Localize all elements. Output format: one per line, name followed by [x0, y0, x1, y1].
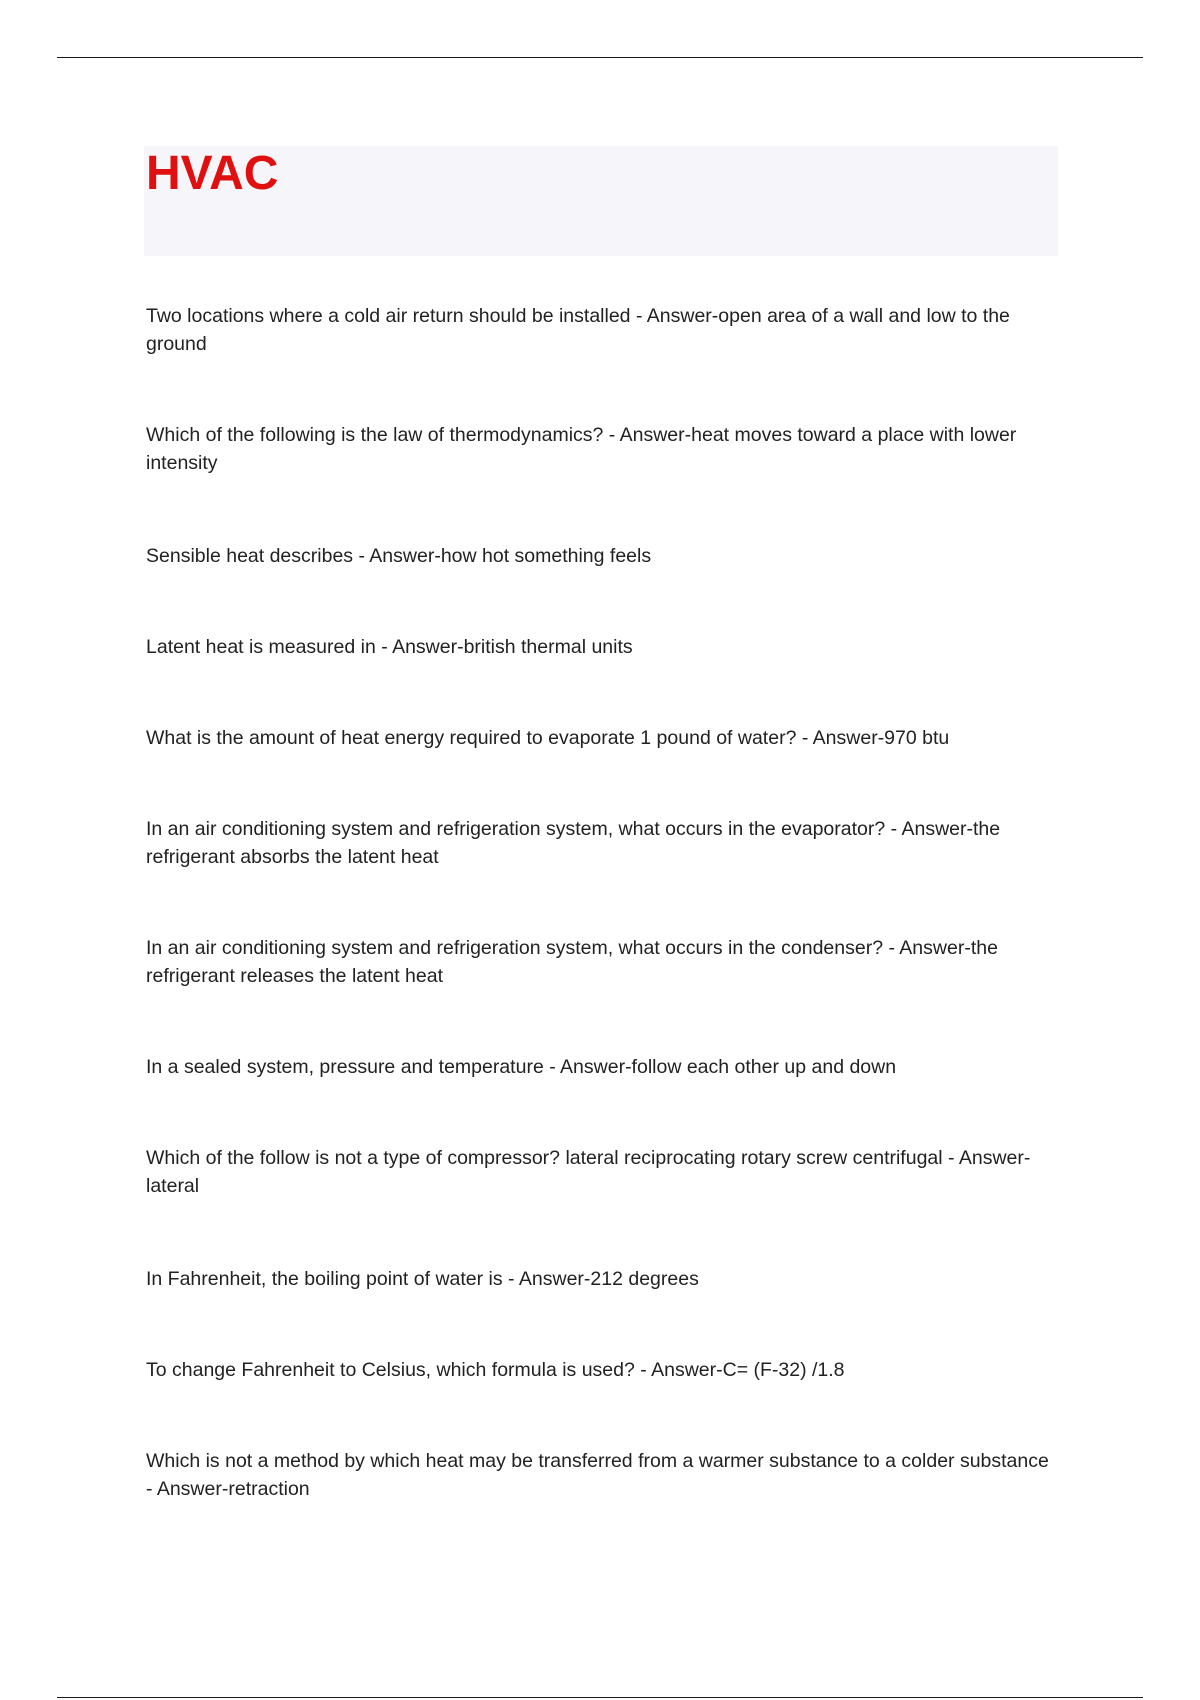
- qa-item: In a sealed system, pressure and temperature - Answer-follow each other up and down: [146, 1056, 897, 1078]
- qa-item: Which of the follow is not a type of compressor? lateral reciprocating rotary screw centrifugal - Answer-lateral: [146, 1147, 1031, 1197]
- qa-item: Two locations where a cold air return should be installed - Answer-open area of a wall and low to the ground: [146, 305, 1010, 355]
- qa-item: Sensible heat describes - Answer-how hot something feels: [146, 545, 652, 567]
- top-rule: [57, 57, 1143, 58]
- qa-item: What is the amount of heat energy required to evaporate 1 pound of water? - Answer-970 btu: [146, 727, 950, 749]
- bottom-rule: [57, 1697, 1143, 1698]
- title-banner: [144, 146, 1058, 256]
- qa-item: In Fahrenheit, the boiling point of water is - Answer-212 degrees: [146, 1268, 699, 1290]
- qa-item: In an air conditioning system and refrigeration system, what occurs in the evaporator? - Answer-the refrigerant absorbs the latent heat: [146, 818, 1001, 868]
- qa-item: Which is not a method by which heat may be transferred from a warmer substance to a colder substance - Answer-retraction: [146, 1450, 1049, 1500]
- qa-item: Latent heat is measured in - Answer-british thermal units: [146, 636, 633, 658]
- document-title: HVAC: [146, 147, 279, 200]
- qa-item: In an air conditioning system and refrigeration system, what occurs in the condenser? - Answer-the refrigerant releases the latent heat: [146, 937, 998, 987]
- qa-item: Which of the following is the law of thermodynamics? - Answer-heat moves toward a place with lower intensity: [146, 424, 1017, 474]
- qa-item: To change Fahrenheit to Celsius, which formula is used? - Answer-C= (F-32) /1.8: [146, 1359, 845, 1381]
